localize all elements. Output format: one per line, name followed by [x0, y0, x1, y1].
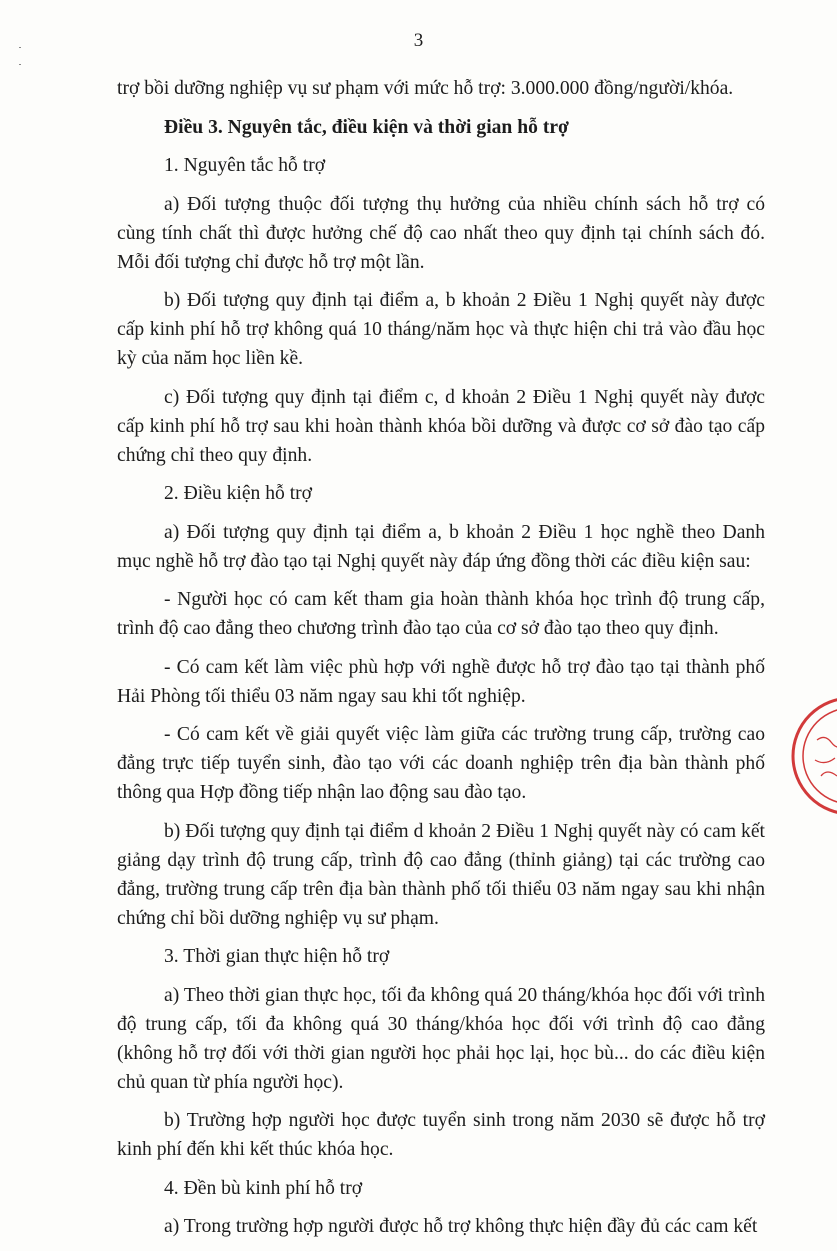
paragraph-continuation: trợ bồi dưỡng nghiệp vụ sư phạm với mức hỗ trợ: 3.000.000 đồng/người/khóa.: [117, 78, 734, 99]
seal-emblem: [815, 737, 837, 776]
paragraph: - Có cam kết về giải quyết việc làm giữa các trường trung cấp, trường cao đẳng trực tiếp tuyển sinh, đào tạo với các doanh nghiệp trên địa bàn thành phố thông qua Hợp đồng tiếp nhận lao động sau đào tạo.: [117, 724, 765, 803]
page-number: 3: [413, 30, 424, 51]
article-heading: Điều 3. Nguyên tắc, điều kiện và thời gian hỗ trợ: [164, 116, 569, 138]
document-body: [117, 74, 765, 1251]
paragraph: c) Đối tượng quy định tại điểm c, d khoản 2 Điều 1 Nghị quyết này được cấp kinh phí hỗ trợ sau khi hoàn thành khóa bồi dưỡng và được cơ sở đào tạo cấp chứng chỉ theo quy định.: [117, 386, 765, 466]
section-heading: 1. Nguyên tắc hỗ trợ: [164, 155, 326, 176]
paragraph: - Người học có cam kết tham gia hoàn thành khóa học trình độ trung cấp, trình độ cao đẳng theo chương trình đào tạo của cơ sở đào tạo theo quy định.: [117, 589, 765, 639]
paragraph: b) Trường hợp người học được tuyển sinh trong năm 2030 sẽ được hỗ trợ kinh phí đến khi kết thúc khóa học.: [117, 1110, 765, 1160]
paragraph: a) Trong trường hợp người được hỗ trợ không thực hiện đầy đủ các cam kết: [164, 1216, 758, 1237]
paragraph: b) Đối tượng quy định tại điểm a, b khoản 2 Điều 1 Nghị quyết này được cấp kinh phí hỗ trợ không quá 10 tháng/năm học và thực hiện chi trả vào đầu học kỳ của năm học liền kề.: [117, 290, 765, 369]
margin-tick-mark: [19, 64, 21, 65]
section-heading: 3. Thời gian thực hiện hỗ trợ: [164, 946, 390, 967]
paragraph: a) Theo thời gian thực học, tối đa không quá 20 tháng/khóa học đối với trình độ trung cấp, tối đa không quá 30 tháng/khóa học đối với trình độ cao đẳng (không hỗ trợ đối với thời gian người học phải học lại, học bù... do các điều kiện chủ quan từ phía người học).: [117, 984, 765, 1093]
red-seal-stamp: [787, 690, 837, 820]
paragraph: a) Đối tượng quy định tại điểm a, b khoản 2 Điều 1 học nghề theo Danh mục nghề hỗ trợ đào tạo tại Nghị quyết này đáp ứng đồng thời các điều kiện sau:: [117, 521, 765, 572]
seal-inner-ring: [803, 708, 837, 804]
paragraph: b) Đối tượng quy định tại điểm d khoản 2 Điều 1 Nghị quyết này có cam kết giảng dạy trình độ trung cấp, trình độ cao đẳng (thỉnh giảng) tại các trường cao đẳng, trường trung cấp trên địa bàn thành phố tối thiểu 03 năm ngay sau khi nhận chứng chỉ bồi dưỡng nghiệp vụ sư phạm.: [117, 820, 765, 929]
paragraph: - Có cam kết làm việc phù hợp với nghề được hỗ trợ đào tạo tại thành phố Hải Phòng tối thiểu 03 năm ngay sau khi tốt nghiệp.: [117, 656, 765, 707]
seal-outer-ring: [793, 698, 837, 814]
paragraph: a) Đối tượng thuộc đối tượng thụ hưởng của nhiều chính sách hỗ trợ có cùng tính chất thì được hưởng chế độ cao nhất theo quy định tại chính sách đó. Mỗi đối tượng chỉ được hỗ trợ một lần.: [117, 193, 765, 273]
section-heading: 4. Đền bù kinh phí hỗ trợ: [164, 1177, 363, 1199]
section-heading: 2. Điều kiện hỗ trợ: [164, 483, 313, 504]
